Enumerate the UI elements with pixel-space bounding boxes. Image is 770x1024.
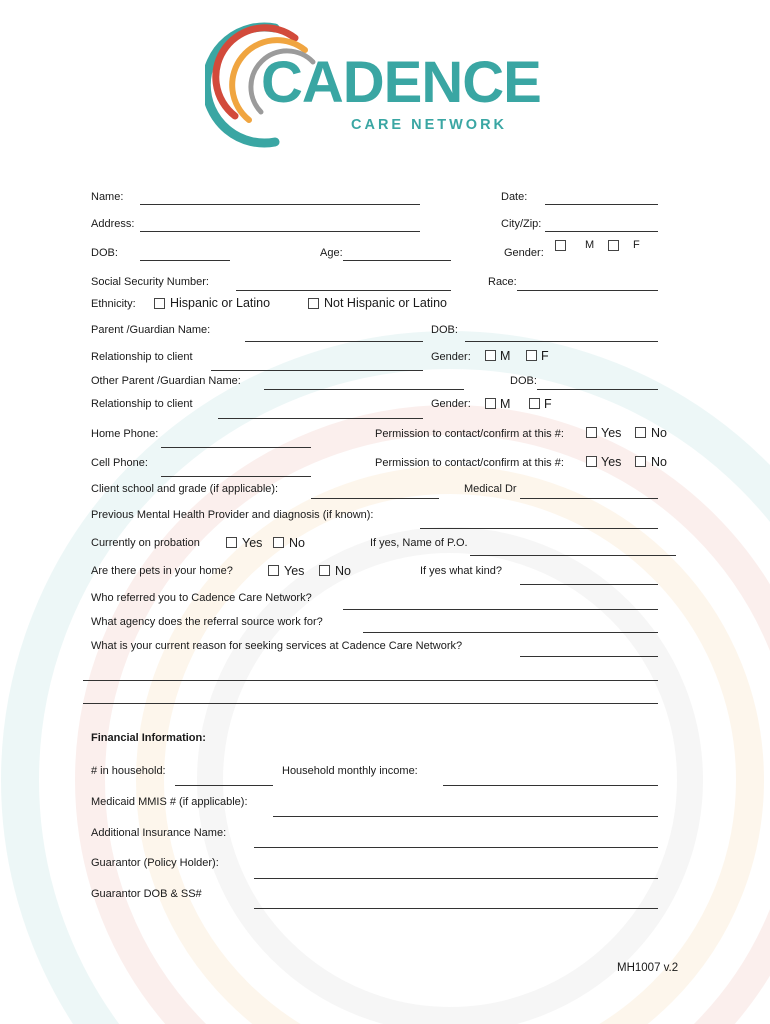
cell-permission-no-checkbox[interactable] <box>635 456 646 467</box>
relationship2-label: Relationship to client <box>91 398 193 410</box>
age-label: Age: <box>320 247 343 259</box>
cell-permission-label: Permission to contact/confirm at this #: <box>375 457 564 469</box>
income-label: Household monthly income: <box>282 765 418 777</box>
reason-field-line-3[interactable] <box>83 703 658 704</box>
dob-field[interactable] <box>140 260 230 261</box>
probation-yes-checkbox[interactable] <box>226 537 237 548</box>
home-phone-field[interactable] <box>161 447 311 448</box>
brand-name: CADENCE <box>261 50 541 115</box>
home-permission-no-label: No <box>651 426 667 440</box>
pets-yes-checkbox[interactable] <box>268 565 279 576</box>
home-phone-label: Home Phone: <box>91 428 159 440</box>
guarantor-label: Guarantor (Policy Holder): <box>91 857 219 869</box>
parent-name-label: Parent /Guardian Name: <box>91 324 211 336</box>
gender-male-label: M <box>585 239 595 251</box>
ssn-label: Social Security Number: <box>91 276 209 288</box>
city-zip-label: City/Zip: <box>501 218 542 230</box>
brand-tagline: CARE NETWORK <box>351 117 508 133</box>
pets-no-checkbox[interactable] <box>319 565 330 576</box>
cell-phone-field[interactable] <box>161 476 311 477</box>
household-label: # in household: <box>91 765 166 777</box>
insurance-field[interactable] <box>254 847 658 848</box>
pets-kind-label: If yes what kind? <box>420 565 502 577</box>
cell-phone-label: Cell Phone: <box>91 457 148 469</box>
address-label: Address: <box>91 218 135 230</box>
po-name-label: If yes, Name of P.O. <box>370 537 468 549</box>
po-name-field[interactable] <box>470 555 676 556</box>
other-parent-field[interactable] <box>264 389 464 390</box>
form-version: MH1007 v.2 <box>617 962 679 974</box>
parent-dob-label: DOB: <box>431 324 458 336</box>
gender-female-checkbox[interactable] <box>608 240 619 251</box>
pets-label: Are there pets in your home? <box>91 565 233 577</box>
reason-field[interactable] <box>520 656 658 657</box>
guarantor-field[interactable] <box>254 878 658 879</box>
date-field[interactable] <box>545 204 658 205</box>
prev-provider-label: Previous Mental Health Provider and diagnosis (if known): <box>91 509 374 521</box>
name-field[interactable] <box>140 204 420 205</box>
gender2-male-checkbox[interactable] <box>485 350 496 361</box>
medicaid-label: Medicaid MMIS # (if applicable): <box>91 796 248 808</box>
medicaid-field[interactable] <box>273 816 658 817</box>
probation-no-checkbox[interactable] <box>273 537 284 548</box>
agency-label: What agency does the referral source work for? <box>91 616 323 628</box>
gender2-female-checkbox[interactable] <box>526 350 537 361</box>
agency-field[interactable] <box>363 632 658 633</box>
age-field[interactable] <box>343 260 451 261</box>
medical-dr-label: Medical Dr <box>464 483 517 495</box>
address-field[interactable] <box>140 231 420 232</box>
income-field[interactable] <box>443 785 658 786</box>
race-label: Race: <box>488 276 517 288</box>
city-zip-field[interactable] <box>545 231 658 232</box>
hispanic-label: Hispanic or Latino <box>170 296 271 310</box>
not-hispanic-checkbox[interactable] <box>308 298 319 309</box>
probation-label: Currently on probation <box>91 537 200 549</box>
gender3-male-label: M <box>500 397 511 411</box>
race-field[interactable] <box>517 290 658 291</box>
reason-label: What is your current reason for seeking services at Cadence Care Network? <box>91 640 463 652</box>
hispanic-checkbox[interactable] <box>154 298 165 309</box>
cell-permission-yes-label: Yes <box>601 455 622 469</box>
school-field[interactable] <box>311 498 439 499</box>
home-permission-label: Permission to contact/confirm at this #: <box>375 428 564 440</box>
relationship-field[interactable] <box>211 370 423 371</box>
gender3-label: Gender: <box>431 398 471 410</box>
gender3-female-checkbox[interactable] <box>529 398 540 409</box>
parent-name-field[interactable] <box>245 341 423 342</box>
relationship2-field[interactable] <box>218 418 423 419</box>
home-permission-yes-label: Yes <box>601 426 622 440</box>
gender3-male-checkbox[interactable] <box>485 398 496 409</box>
gender-male-checkbox[interactable] <box>555 240 566 251</box>
dob-label: DOB: <box>91 247 118 259</box>
school-label: Client school and grade (if applicable): <box>91 483 279 495</box>
financial-heading: Financial Information: <box>91 732 206 744</box>
probation-yes-label: Yes <box>242 536 263 550</box>
referred-label: Who referred you to Cadence Care Network? <box>91 592 312 604</box>
gender2-male-label: M <box>500 349 511 363</box>
prev-provider-field[interactable] <box>420 528 658 529</box>
ethnicity-label: Ethnicity: <box>91 298 136 310</box>
referred-field[interactable] <box>343 609 658 610</box>
insurance-label: Additional Insurance Name: <box>91 827 227 839</box>
parent-dob-field[interactable] <box>465 341 658 342</box>
other-dob-field[interactable] <box>537 389 658 390</box>
pets-no-label: No <box>335 564 351 578</box>
gender2-label: Gender: <box>431 351 471 363</box>
pets-yes-label: Yes <box>284 564 305 578</box>
cell-permission-no-label: No <box>651 455 667 469</box>
pets-kind-field[interactable] <box>520 584 658 585</box>
cell-permission-yes-checkbox[interactable] <box>586 456 597 467</box>
other-dob-label: DOB: <box>510 375 537 387</box>
name-label: Name: <box>91 191 124 203</box>
home-permission-no-checkbox[interactable] <box>635 427 646 438</box>
gender2-female-label: F <box>541 349 549 363</box>
medical-dr-field[interactable] <box>520 498 658 499</box>
logo <box>205 20 541 150</box>
household-field[interactable] <box>175 785 273 786</box>
gender-label: Gender: <box>504 247 544 259</box>
other-parent-label: Other Parent /Guardian Name: <box>91 375 241 387</box>
gender-female-label: F <box>633 239 640 251</box>
gender3-female-label: F <box>544 397 552 411</box>
probation-no-label: No <box>289 536 305 550</box>
not-hispanic-label: Not Hispanic or Latino <box>324 296 447 310</box>
guarantor-dob-field[interactable] <box>254 908 658 909</box>
reason-field-line-2[interactable] <box>83 680 658 681</box>
guarantor-dob-label: Guarantor DOB & SS# <box>91 888 202 900</box>
home-permission-yes-checkbox[interactable] <box>586 427 597 438</box>
relationship-label: Relationship to client <box>91 351 193 363</box>
date-label: Date: <box>501 191 528 203</box>
ssn-field[interactable] <box>236 290 451 291</box>
